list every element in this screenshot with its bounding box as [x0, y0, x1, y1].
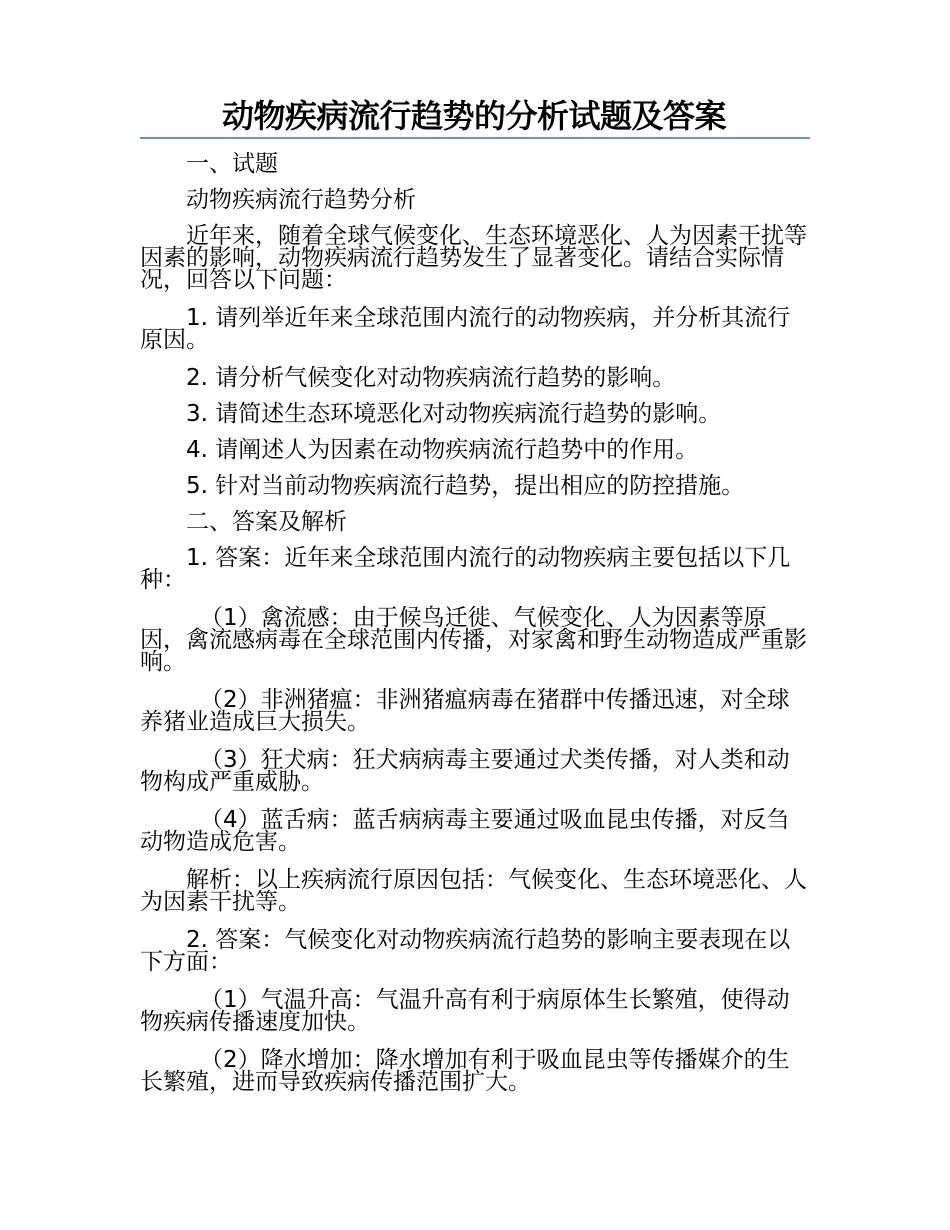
question-item-2: 2. 请分析气候变化对动物疾病流行趋势的影响。 [186, 365, 676, 391]
answer-2: 2. 答案：气候变化对动物疾病流行趋势的影响主要表现在以下方面： [140, 927, 791, 975]
answer-2-item-1: （1）气温升高：气温升高有利于病原体生长繁殖，使得动物疾病传播速度加快。 [140, 987, 790, 1035]
document-title: 动物疾病流行趋势的分析试题及答案 [222, 97, 727, 135]
question-item-1: 1. 请列举近年来全球范围内流行的动物疾病，并分析其流行原因。 [140, 305, 791, 353]
question-item-4: 4. 请阐述人为因素在动物疾病流行趋势中的作用。 [186, 437, 699, 463]
answer-1-item-3: （3）狂犬病：狂犬病病毒主要通过犬类传播，对人类和动物构成严重威胁。 [140, 747, 790, 795]
section-heading-answers: 二、答案及解析 [186, 509, 347, 535]
question-item-3: 3. 请简述生态环境恶化对动物疾病流行趋势的影响。 [186, 401, 722, 427]
question-intro: 近年来，随着全球气候变化、生态环境恶化、人为因素干扰等因素的影响，动物疾病流行趋势发生了显著变化。请结合实际情况，回答以下问题： [140, 223, 807, 293]
answer-2-item-2: （2）降水增加：降水增加有利于吸血昆虫等传播媒介的生长繁殖，进而导致疾病传播范围扩大。 [140, 1047, 790, 1095]
answer-1-item-4: （4）蓝舌病：蓝舌病病毒主要通过吸血昆虫传播，对反刍动物造成危害。 [140, 807, 790, 855]
answer-1: 1. 答案：近年来全球范围内流行的动物疾病主要包括以下几种： [140, 545, 791, 593]
title-underline [140, 137, 810, 139]
answer-1-analysis: 解析：以上疾病流行原因包括：气候变化、生态环境恶化、人为因素干扰等。 [140, 867, 807, 915]
document-page [140, 95, 812, 1109]
question-item-5: 5. 针对当前动物疾病流行趋势，提出相应的防控措施。 [186, 473, 745, 499]
section-heading-questions: 一、试题 [186, 151, 278, 177]
answer-1-item-2: （2）非洲猪瘟：非洲猪瘟病毒在猪群中传播迅速，对全球养猪业造成巨大损失。 [140, 687, 790, 735]
answer-1-item-1: （1）禽流感：由于候鸟迁徙、气候变化、人为因素等原因，禽流感病毒在全球范围内传播，对家禽和野生动物造成严重影响。 [140, 605, 807, 675]
question-topic: 动物疾病流行趋势分析 [186, 187, 416, 213]
